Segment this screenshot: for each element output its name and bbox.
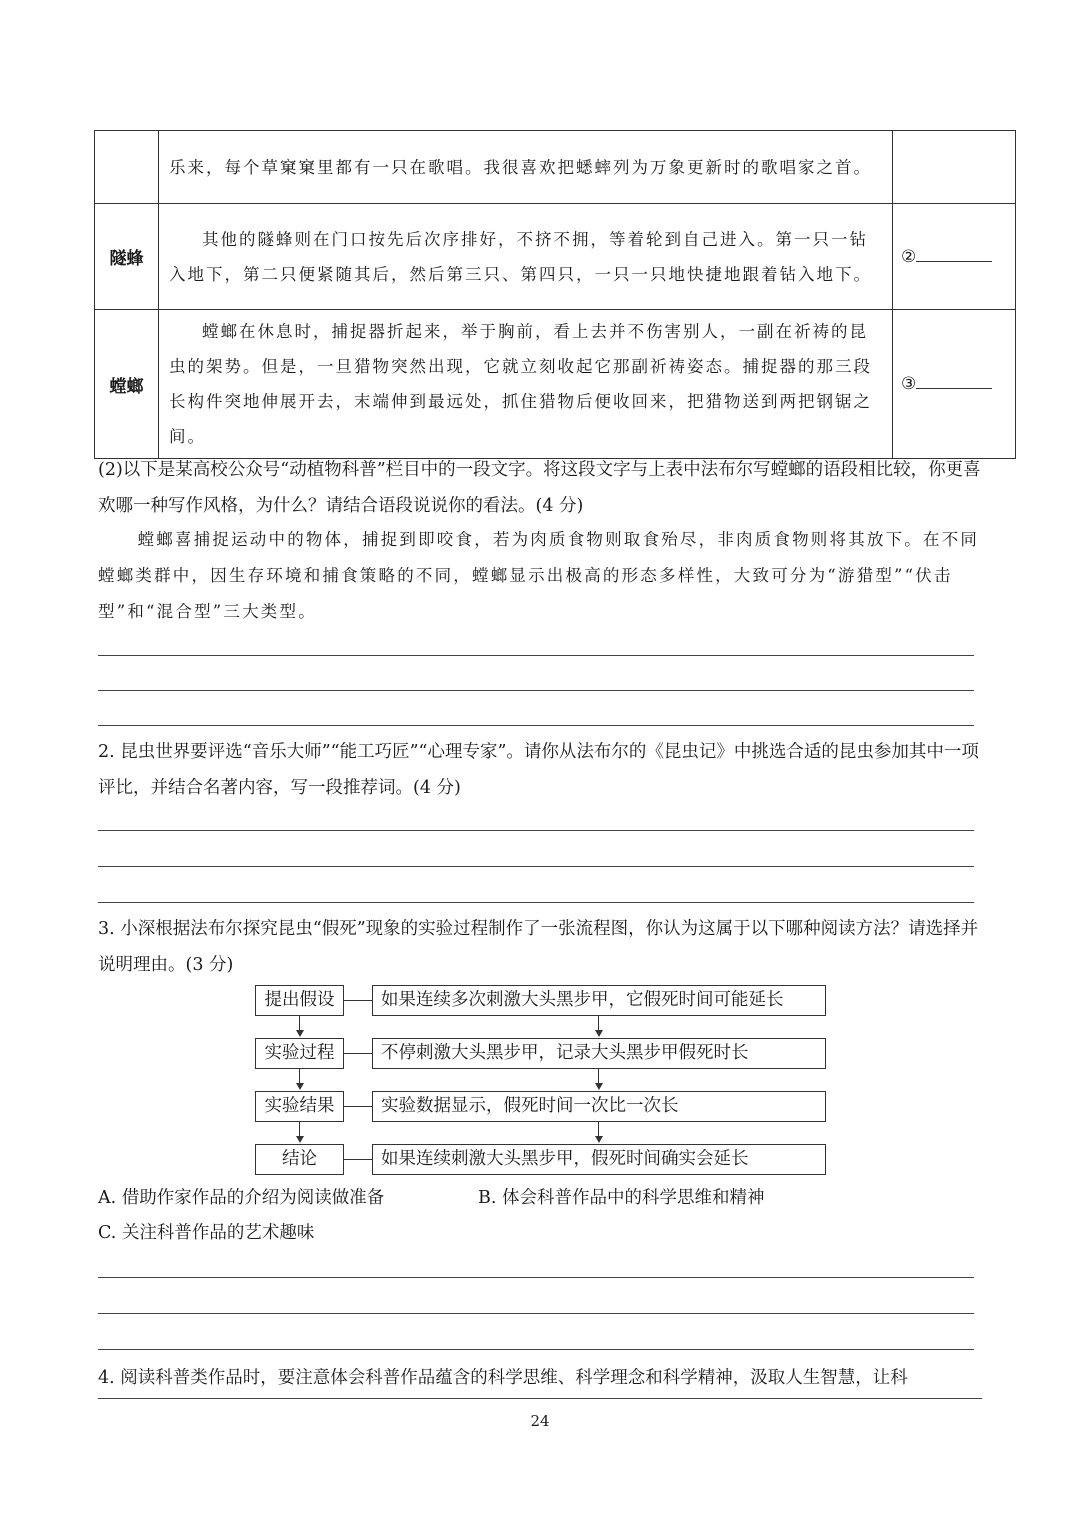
flow-arrow [299, 1016, 300, 1031]
answer-number: ③ [901, 374, 917, 394]
table-row [95, 131, 1016, 204]
answer-line[interactable] [98, 1277, 974, 1278]
arrow-head-icon [296, 1083, 304, 1090]
answer-line[interactable] [98, 830, 974, 831]
arrow-head-icon [595, 1083, 603, 1090]
flow-connector [344, 1053, 372, 1054]
answer-line[interactable] [98, 1349, 974, 1350]
flow-arrow [299, 1122, 300, 1137]
question-3-prompt: 3. 小深根据法布尔探究昆虫“假死”现象的实验过程制作了一张流程图，你认为这属于以下哪种阅读方法？请选择并说明理由。(3 分) [98, 919, 979, 975]
excerpt-cell: 其他的隧蜂则在门口按先后次序排好，不挤不拥，等着轮到自己进入。第一只一钻入地下，第二只便紧随其后，然后第三只、第四只，一只一只地快捷地跟着钻入地下。 [159, 204, 893, 310]
flow-connector [344, 1000, 372, 1001]
insect-name-cell [95, 131, 159, 204]
answer-line[interactable] [98, 902, 974, 903]
flow-connector [344, 1106, 372, 1107]
flow-step-content: 如果连续刺激大头黑步甲，假死时间确实会延长 [372, 1144, 826, 1175]
flow-connector [344, 1159, 372, 1160]
question-1-2-prompt: (2)以下是某高校公众号“动植物科普”栏目中的一段文字。将这段文字与上表中法布尔写螳螂的语段相比较，你更喜欢哪一种写作风格，为什么？请结合语段说说你的看法。(4 分) [98, 460, 981, 516]
question-4-prompt: 4. 阅读科普类作品时，要注意体会科普作品蕴含的科学思维、科学理念和科学精神，汲取人生智慧，让科 [98, 1368, 908, 1388]
answer-blank[interactable] [916, 247, 992, 262]
flow-step-content: 如果连续多次刺激大头黑步甲，它假死时间可能延长 [372, 985, 826, 1016]
flow-step-label: 实验结果 [255, 1091, 344, 1122]
arrow-head-icon [296, 1030, 304, 1037]
option-a[interactable]: A. 借助作家作品的介绍为阅读做准备 [98, 1188, 385, 1208]
flow-step-label: 结论 [255, 1144, 344, 1175]
option-b[interactable]: B. 体会科普作品中的科学思维和精神 [478, 1188, 765, 1208]
flow-arrow [598, 1069, 599, 1084]
answer-cell[interactable] [893, 310, 1016, 459]
excerpt-cell: 乐来，每个草窠窠里都有一只在歌唱。我很喜欢把蟋蟀列为万象更新时的歌唱家之首。 [159, 131, 893, 204]
answer-line[interactable] [98, 725, 974, 726]
insect-name-cell: 隧蜂 [95, 204, 159, 310]
answer-blank[interactable] [916, 374, 992, 389]
answer-cell[interactable] [893, 204, 1016, 310]
flow-step-label: 提出假设 [255, 985, 344, 1016]
answer-line[interactable] [98, 866, 974, 867]
arrow-head-icon [595, 1030, 603, 1037]
flow-arrow [598, 1122, 599, 1137]
answer-line[interactable] [98, 655, 974, 656]
flow-arrow [299, 1069, 300, 1084]
answer-line[interactable] [98, 690, 974, 691]
answer-cell [893, 131, 1016, 204]
arrow-head-icon [296, 1136, 304, 1143]
table-row [95, 310, 1016, 459]
excerpt-cell: 螳螂在休息时，捕捉器折起来，举于胸前，看上去并不伤害别人，一副在祈祷的昆虫的架势。但是，一旦猎物突然出现，它就立刻收起它那副祈祷姿态。捕捉器的那三段长构件突地伸展开去，末端伸到最远处，抓住猎物后便收回来，把猎物送到两把钢锯之间。 [159, 310, 893, 459]
flow-step-content: 不停刺激大头黑步甲，记录大头黑步甲假死时长 [372, 1038, 826, 1069]
flow-step-content: 实验数据显示，假死时间一次比一次长 [372, 1091, 826, 1122]
table-row [95, 204, 1016, 310]
insect-comparison-table [94, 130, 1016, 459]
footer-rule [98, 1398, 982, 1399]
arrow-head-icon [595, 1136, 603, 1143]
quoted-passage: 螳螂喜捕捉运动中的物体，捕捉到即咬食，若为肉质食物则取食殆尽，非肉质食物则将其放下。在不同螳螂类群中，因生存环境和捕食策略的不同，螳螂显示出极高的形态多样性，大致可分为“游猎型”“伏击型”和“混合型”三大类型。 [98, 530, 980, 621]
insect-name-cell: 螳螂 [95, 310, 159, 459]
flow-step-label: 实验过程 [255, 1038, 344, 1069]
answer-line[interactable] [98, 1313, 974, 1314]
answer-number: ② [901, 246, 917, 267]
flow-arrow [598, 1016, 599, 1031]
page-number: 24 [530, 1412, 550, 1430]
option-c[interactable]: C. 关注科普作品的艺术趣味 [98, 1223, 315, 1243]
question-2-prompt: 2. 昆虫世界要评选“音乐大师”“能工巧匠”“心理专家”。请你从法布尔的《昆虫记》中挑选合适的昆虫参加其中一项评比，并结合名著内容，写一段推荐词。(4 分) [98, 742, 979, 798]
